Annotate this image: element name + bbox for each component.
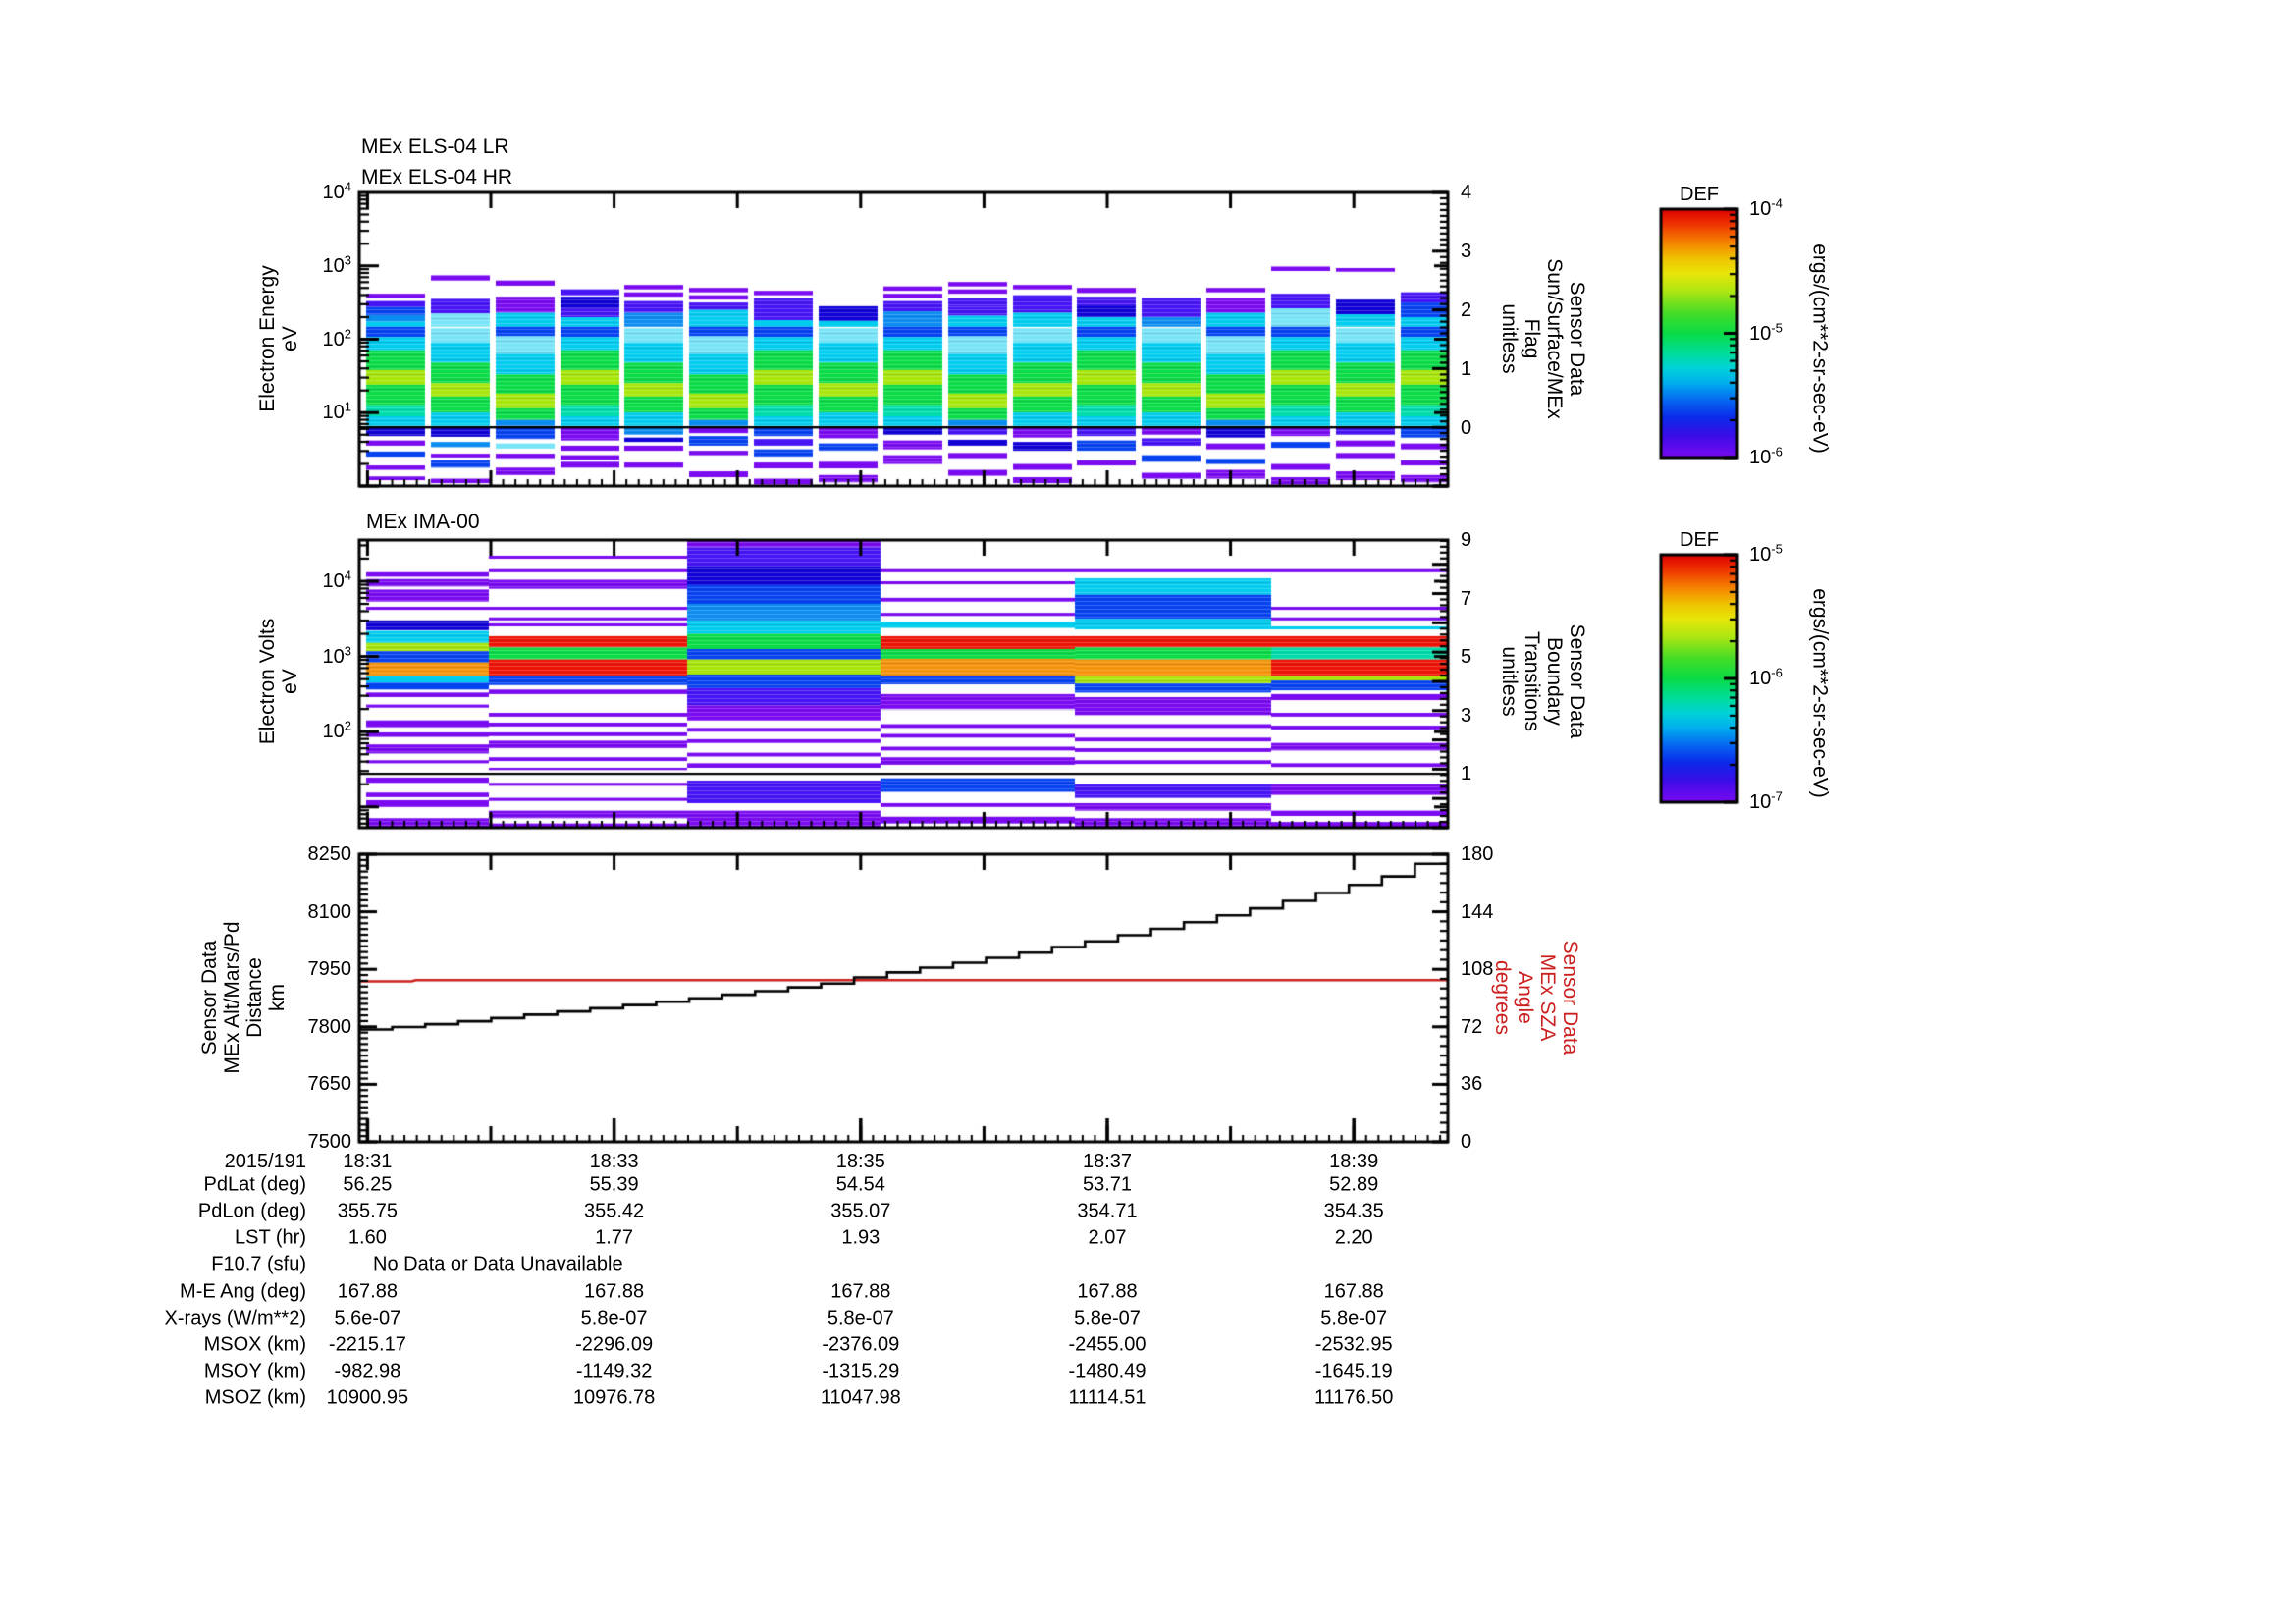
- table-cell: 167.88: [830, 1280, 891, 1302]
- table-cell: 55.39: [589, 1173, 639, 1196]
- table-cell: 5.8e-07: [1074, 1307, 1141, 1329]
- colorbar-tick-label: $10^{-6}$: [1749, 665, 1783, 689]
- panel3-right-tick-label: 0: [1461, 1131, 1472, 1153]
- colorbar-title: DEF: [1680, 529, 1719, 551]
- panel2-ytick-label: $10^4$: [322, 568, 351, 592]
- table-cell: 10976.78: [572, 1386, 656, 1409]
- row-label: X-rays (W/m**2): [164, 1307, 306, 1329]
- row-label: M-E Ang (deg): [180, 1280, 306, 1302]
- table-cell: -982.98: [334, 1360, 401, 1382]
- panel1-right-tick-label: 4: [1461, 182, 1472, 203]
- table-cell: 355.07: [830, 1200, 891, 1222]
- row-label: MSOZ (km): [204, 1386, 306, 1409]
- table-cell: -2532.95: [1314, 1333, 1393, 1356]
- panel2-title: MEx IMA-00: [366, 511, 480, 533]
- colorbar-title: DEF: [1680, 184, 1719, 205]
- table-cell: 56.25: [343, 1173, 393, 1196]
- panel2-ytick-label: $10^2$: [322, 718, 351, 743]
- table-cell: 53.71: [1082, 1173, 1133, 1196]
- table-cell: -1480.49: [1068, 1360, 1147, 1382]
- table-cell: 1.77: [595, 1226, 634, 1249]
- table-cell: 11114.51: [1068, 1386, 1147, 1409]
- panel2-right-tick-label: 7: [1461, 587, 1472, 610]
- panel3-right-axis-label: Sensor Data MEx SZA Angle degrees: [1491, 940, 1581, 1055]
- panel3-ytick-label: 7950: [307, 958, 351, 981]
- panel2-right-tick-label: 9: [1461, 529, 1472, 551]
- colorbar-unit-label: ergs/(cm**2-sr-sec-eV): [1808, 588, 1832, 798]
- time-tick-label: 18:35: [835, 1151, 885, 1172]
- time-tick-label: 18:31: [343, 1151, 393, 1172]
- time-tick-label: 18:37: [1082, 1151, 1133, 1172]
- panel1-right-tick-label: 3: [1461, 241, 1472, 262]
- panel3-right-tick-label: 144: [1461, 900, 1494, 923]
- table-cell: -1149.32: [575, 1360, 653, 1382]
- panel2-right-axis-label: Sensor Data Boundary Transitions unitless: [1498, 623, 1588, 739]
- panel1-right-tick-label: 1: [1461, 358, 1472, 380]
- table-cell: 167.88: [1077, 1280, 1138, 1302]
- panel1-right-axis-label: Sensor Data Sun/Surface/MEx Flag unitless: [1498, 258, 1588, 419]
- table-cell: 11176.50: [1313, 1386, 1394, 1409]
- no-data-note: No Data or Data Unavailable: [373, 1253, 623, 1275]
- table-cell: -2296.09: [575, 1333, 654, 1356]
- table-cell: 355.75: [337, 1200, 398, 1222]
- panel3-ytick-label: 8100: [307, 900, 351, 923]
- table-cell: 2.20: [1334, 1226, 1373, 1249]
- table-cell: -2376.09: [822, 1333, 900, 1356]
- row-label: PdLat (deg): [203, 1173, 306, 1196]
- panel3-right-tick-label: 180: [1461, 843, 1494, 865]
- panel1-ytick-label: $10^1$: [322, 399, 351, 424]
- table-cell: -2215.17: [328, 1333, 406, 1356]
- panel2-yaxis-label: Electron Volts eV: [256, 618, 301, 745]
- panel1-ytick-label: $10^4$: [322, 179, 351, 203]
- table-cell: 167.88: [584, 1280, 645, 1302]
- table-cell: 355.42: [584, 1200, 645, 1222]
- row-label: PdLon (deg): [197, 1200, 306, 1222]
- panel1-ytick-label: $10^2$: [322, 325, 351, 351]
- panel3-ytick-label: 7800: [307, 1015, 351, 1038]
- panel2-right-tick-label: 5: [1461, 646, 1472, 669]
- colorbar-tick-label: $10^{-7}$: [1749, 788, 1783, 813]
- panel1-right-tick-label: 2: [1461, 299, 1472, 321]
- table-cell: 2.07: [1088, 1226, 1127, 1249]
- table-cell: 10900.95: [326, 1386, 409, 1409]
- table-cell: 5.6e-07: [334, 1307, 401, 1329]
- row-label: MSOX (km): [203, 1333, 306, 1356]
- panel1-right-tick-label: 0: [1461, 417, 1472, 439]
- row-label: F10.7 (sfu): [211, 1253, 306, 1275]
- table-cell: 167.88: [337, 1280, 398, 1302]
- panel3-yaxis-label: Sensor Data MEx Alt/Mars/Pd Distance km: [198, 921, 289, 1074]
- time-tick-label: 18:39: [1329, 1151, 1379, 1172]
- panel3-right-tick-label: 72: [1461, 1015, 1483, 1038]
- panel3-right-tick-label: 36: [1461, 1073, 1483, 1096]
- panel3-ytick-label: 7500: [307, 1131, 351, 1153]
- colorbar-tick-label: $10^{-4}$: [1749, 195, 1783, 220]
- table-cell: 1.93: [841, 1226, 881, 1249]
- colorbar-tick-label: $10^{-6}$: [1749, 444, 1783, 468]
- panel2-ytick-label: $10^3$: [322, 642, 351, 668]
- colorbar-tick-label: $10^{-5}$: [1749, 541, 1783, 566]
- table-cell: -1645.19: [1314, 1360, 1393, 1382]
- time-tick-label: 18:33: [589, 1151, 639, 1172]
- table-cell: 54.54: [835, 1173, 885, 1196]
- table-cell: 1.60: [347, 1226, 387, 1249]
- panel3-ytick-label: 8250: [307, 843, 351, 865]
- table-cell: 354.71: [1077, 1200, 1138, 1222]
- panel3-right-tick-label: 108: [1461, 958, 1494, 981]
- panel1-title-line1: MEx ELS-04 LR: [361, 135, 509, 158]
- row-label: LST (hr): [235, 1226, 306, 1249]
- panel3-ytick-label: 7650: [307, 1073, 351, 1096]
- table-cell: 52.89: [1329, 1173, 1379, 1196]
- panel2-right-tick-label: 3: [1461, 704, 1472, 727]
- panel1-title-line2: MEx ELS-04 HR: [361, 166, 513, 189]
- table-cell: 354.35: [1323, 1200, 1384, 1222]
- table-cell: -2455.00: [1068, 1333, 1147, 1356]
- colorbar-tick-label: $10^{-5}$: [1749, 319, 1783, 345]
- table-cell: 5.8e-07: [580, 1307, 648, 1329]
- row-label: MSOY (km): [203, 1360, 306, 1382]
- panel2-right-tick-label: 1: [1461, 763, 1472, 785]
- panel1-ytick-label: $10^3$: [322, 252, 351, 277]
- table-cell: 11047.98: [820, 1386, 901, 1409]
- table-cell: 5.8e-07: [1320, 1307, 1388, 1329]
- table-cell: 167.88: [1323, 1280, 1384, 1302]
- table-cell: -1315.29: [822, 1360, 900, 1382]
- table-cell: 5.8e-07: [827, 1307, 894, 1329]
- date-label: 2015/191: [224, 1151, 306, 1172]
- panel1-yaxis-label: Electron Energy eV: [256, 265, 301, 412]
- colorbar-unit-label: ergs/(cm**2-sr-sec-eV): [1808, 243, 1832, 454]
